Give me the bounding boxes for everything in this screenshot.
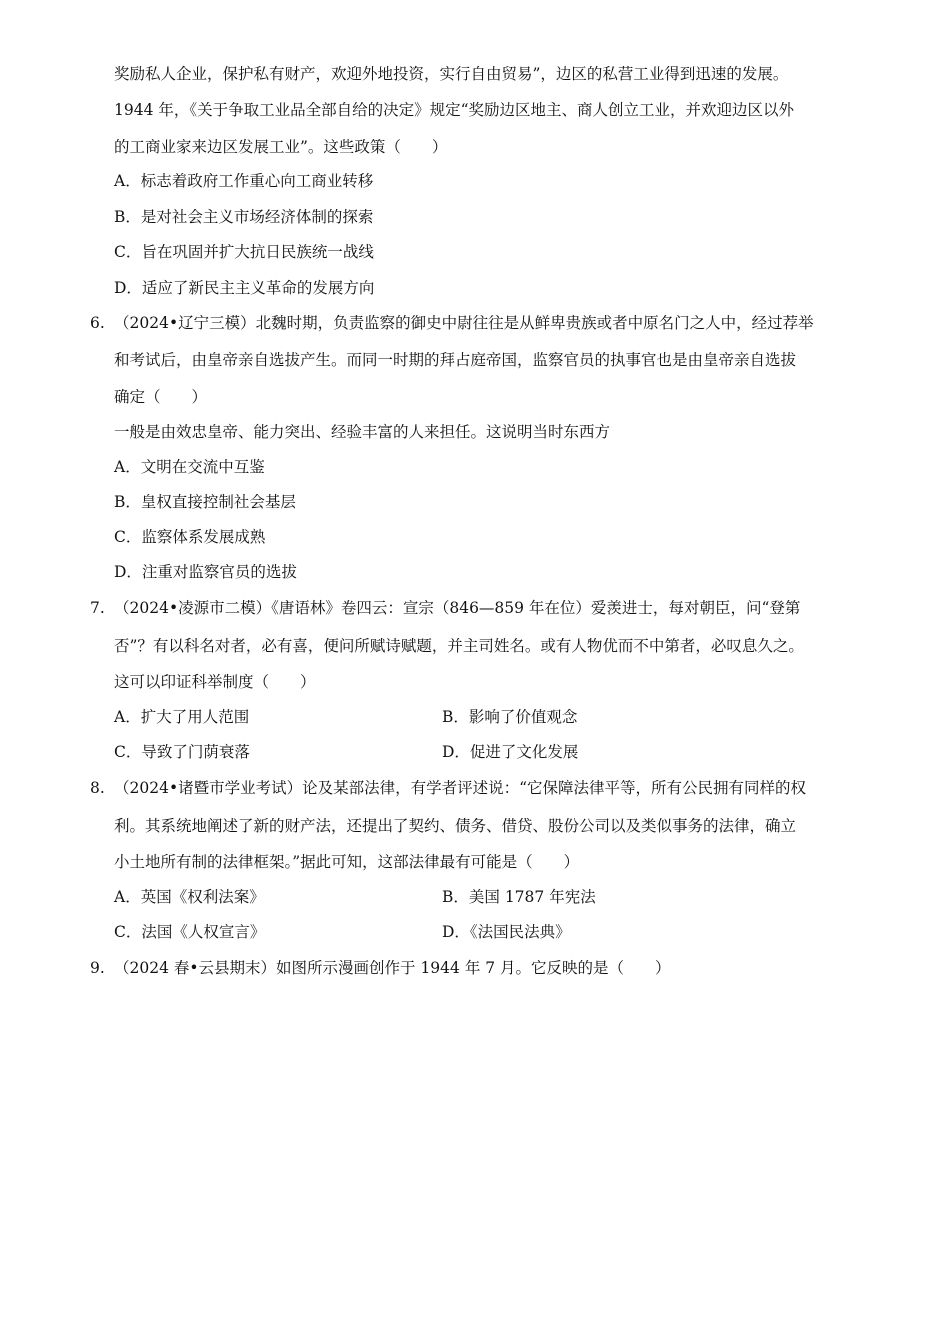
q8-option-d[interactable]: D．《法国民法典》 bbox=[442, 923, 571, 941]
q8-line-1: （2024•诸暨市学业考试）论及某部法律，有学者评述说：“它保障法律平等，所有公民拥有同样的权 bbox=[114, 779, 807, 797]
q6-line-3: 确定（ ） bbox=[114, 388, 208, 406]
q6-line-2: 和考试后，由皇帝亲自选拔产生。而同一时期的拜占庭帝国，监察官员的执事官也是由皇帝亲自选拔 bbox=[114, 351, 797, 369]
q7-line-1: （2024•凌源市二模）《唐语林》卷四云：宣宗（846—859 年在位）爱羡进士，每对朝臣，问“登第 bbox=[114, 599, 801, 617]
q6-option-d[interactable]: D．注重对监察官员的选拔 bbox=[114, 563, 297, 581]
q5-option-c[interactable]: C．旨在巩固并扩大抗日民族统一战线 bbox=[114, 243, 374, 261]
q6-line-4: 一般是由效忠皇帝、能力突出、经验丰富的人来担任。这说明当时东西方 bbox=[114, 423, 611, 441]
q7-number: 7. bbox=[90, 599, 105, 617]
q6-option-a[interactable]: A．文明在交流中互鉴 bbox=[114, 458, 265, 476]
q6-number: 6. bbox=[90, 314, 105, 332]
q6-option-c[interactable]: C．监察体系发展成熟 bbox=[114, 528, 266, 546]
q8-line-3: 小土地所有制的法律框架。”据此可知，这部法律最有可能是（ ） bbox=[114, 853, 580, 871]
q7-line-3: 这可以印证科举制度（ ） bbox=[114, 673, 316, 691]
q8-option-a[interactable]: A．英国《权利法案》 bbox=[114, 888, 265, 906]
q5-option-b[interactable]: B．是对社会主义市场经济体制的探索 bbox=[114, 208, 374, 226]
q5-line-1: 奖励私人企业，保护私有财产，欢迎外地投资，实行自由贸易”，边区的私营工业得到迅速的发展。 bbox=[114, 65, 789, 83]
q7-option-c[interactable]: C．导致了门荫衰落 bbox=[114, 743, 250, 761]
q7-option-b[interactable]: B．影响了价值观念 bbox=[442, 708, 578, 726]
q5-option-d[interactable]: D．适应了新民主主义革命的发展方向 bbox=[114, 279, 375, 297]
q5-line-2: 1944 年，《关于争取工业品全部自给的决定》规定“奖励边区地主、商人创立工业，并欢迎边区以外 bbox=[114, 101, 795, 119]
q7-option-a[interactable]: A．扩大了用人范围 bbox=[114, 708, 250, 726]
q7-line-2: 否”？有以科名对者，必有喜，便问所赋诗赋题，并主司姓名。或有人物优而不中第者，必叹息久之。 bbox=[114, 637, 804, 655]
q8-option-b[interactable]: B．美国 1787 年宪法 bbox=[442, 888, 596, 906]
q8-option-c[interactable]: C．法国《人权宣言》 bbox=[114, 923, 266, 941]
q6-option-b[interactable]: B．皇权直接控制社会基层 bbox=[114, 493, 296, 511]
q5-option-a[interactable]: A．标志着政府工作重心向工商业转移 bbox=[114, 172, 374, 190]
q8-number: 8. bbox=[90, 779, 105, 797]
q5-line-3: 的工商业家来边区发展工业”。这些政策（ ） bbox=[114, 138, 448, 156]
q9-number: 9. bbox=[90, 959, 105, 977]
q7-option-d[interactable]: D．促进了文化发展 bbox=[442, 743, 579, 761]
q6-line-1: （2024•辽宁三模）北魏时期，负责监察的御史中尉往往是从鲜卑贵族或者中原名门之人中，经过荐举 bbox=[114, 314, 814, 332]
q9-line-1: （2024 春•云县期末）如图所示漫画创作于 1944 年 7 月。它反映的是（ ） bbox=[114, 959, 671, 977]
q8-line-2: 利。其系统地阐述了新的财产法，还提出了契约、债务、借贷、股份公司以及类似事务的法律，确立 bbox=[114, 817, 797, 835]
